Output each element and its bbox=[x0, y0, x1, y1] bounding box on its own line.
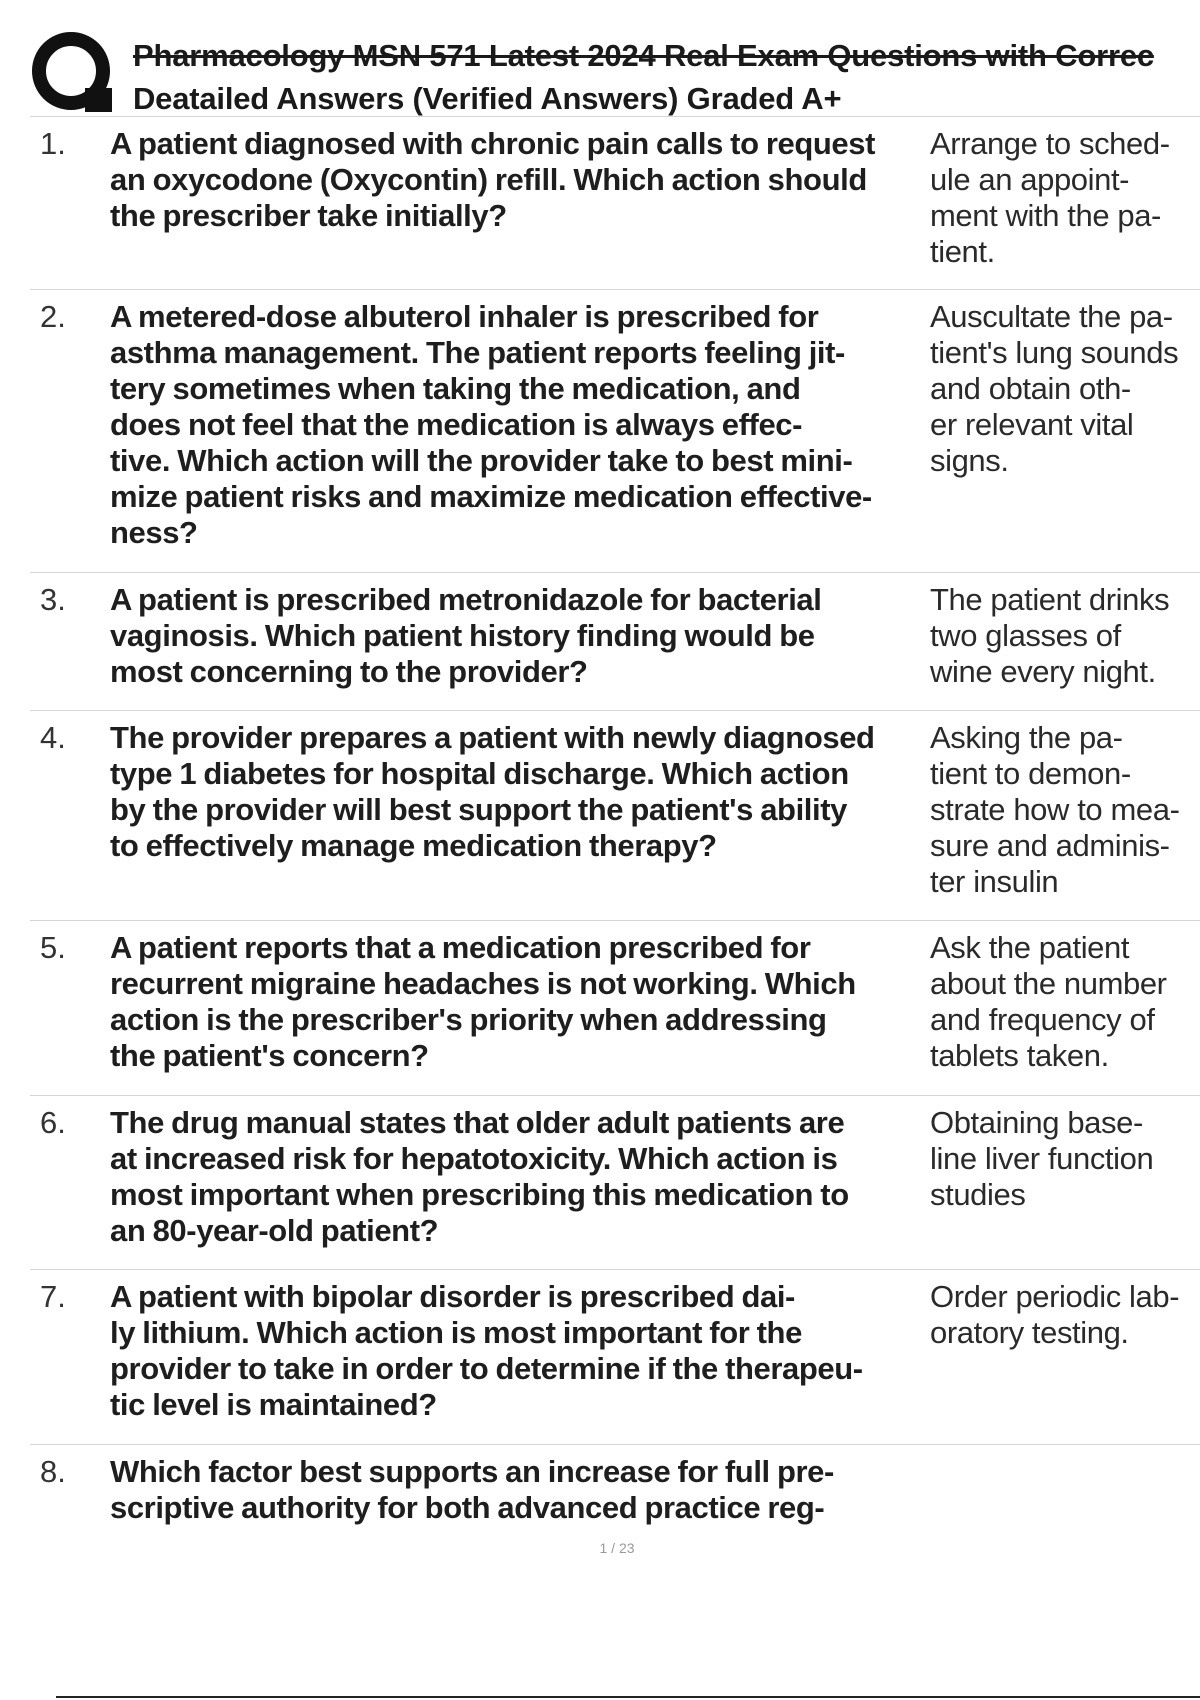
question-number: 3. bbox=[40, 582, 66, 617]
question-number: 1. bbox=[40, 126, 66, 161]
document-header bbox=[133, 34, 1200, 120]
qa-row bbox=[30, 921, 1200, 1096]
page-indicator: 1 / 23 bbox=[599, 1540, 635, 1556]
answer-text: Obtaining base- line liver function studies bbox=[930, 1105, 1154, 1212]
qa-row bbox=[30, 1270, 1200, 1445]
question-text: A patient with bipolar disorder is prescribed dai- ly lithium. Which action is most important for the provider to take in order to determine if the therapeu- tic level is maintained? bbox=[110, 1279, 863, 1422]
document-title-line-2: Deatailed Answers (Verified Answers) Graded A+ bbox=[133, 81, 842, 116]
qa-row bbox=[30, 1445, 1200, 1545]
question-text: A patient is prescribed metronidazole for bacterial vaginosis. Which patient history finding would be most concerning to the provider? bbox=[110, 582, 822, 689]
qa-row bbox=[30, 573, 1200, 711]
qa-row bbox=[30, 711, 1200, 921]
qa-row bbox=[30, 290, 1200, 573]
question-number: 7. bbox=[40, 1279, 66, 1314]
answer-text: Ask the patient about the number and frequency of tablets taken. bbox=[930, 930, 1167, 1073]
question-number: 2. bbox=[40, 299, 66, 334]
question-text: A metered-dose albuterol inhaler is prescribed for asthma management. The patient reports feeling jit- tery sometimes when taking the medication, and does not feel that the medication is always effec- tive. Which action will the provider take to best mini- mize patient risks and maximize medication effective- ness? bbox=[110, 299, 872, 550]
question-number: 5. bbox=[40, 930, 66, 965]
answer-text: Asking the pa- tient to demon- strate how to mea- sure and adminis- ter insulin bbox=[930, 720, 1180, 899]
q-logo-icon bbox=[30, 30, 112, 112]
question-number: 6. bbox=[40, 1105, 66, 1140]
answer-text bbox=[922, 1454, 1194, 1527]
question-number: 8. bbox=[40, 1454, 66, 1489]
qa-row bbox=[30, 1096, 1200, 1270]
question-text: A patient reports that a medication prescribed for recurrent migraine headaches is not working. Which action is the prescriber's priority when addressing the patient's concern? bbox=[110, 930, 856, 1073]
question-answer-list bbox=[30, 117, 1200, 1545]
answer-text: Auscultate the pa- tient's lung sounds and obtain oth- er relevant vital signs. bbox=[930, 299, 1179, 478]
question-text: A patient diagnosed with chronic pain calls to request an oxycodone (Oxycontin) refill. Which action should the prescriber take initially? bbox=[110, 126, 876, 233]
question-text: Which factor best supports an increase for full pre- scriptive authority for both advanced practice reg- bbox=[110, 1454, 834, 1525]
answer-text: Arrange to sched- ule an appoint- ment with the pa- tient. bbox=[930, 126, 1170, 269]
document-title-line-1: Pharmacology MSN 571 Latest 2024 Real Exam Questions with Correc bbox=[133, 38, 1154, 73]
question-text: The provider prepares a patient with newly diagnosed type 1 diabetes for hospital discharge. Which action by the provider will best support the patient's ability to effectively manage medication therapy? bbox=[110, 720, 875, 863]
answer-text: Order periodic lab- oratory testing. bbox=[930, 1279, 1180, 1350]
answer-text: The patient drinks two glasses of wine every night. bbox=[930, 582, 1170, 689]
footer-divider bbox=[56, 1696, 1200, 1698]
qa-row bbox=[30, 117, 1200, 290]
question-text: The drug manual states that older adult patients are at increased risk for hepatotoxicity. Which action is most important when prescribing this medication to an 80-year-old patient? bbox=[110, 1105, 849, 1248]
question-number: 4. bbox=[40, 720, 66, 755]
